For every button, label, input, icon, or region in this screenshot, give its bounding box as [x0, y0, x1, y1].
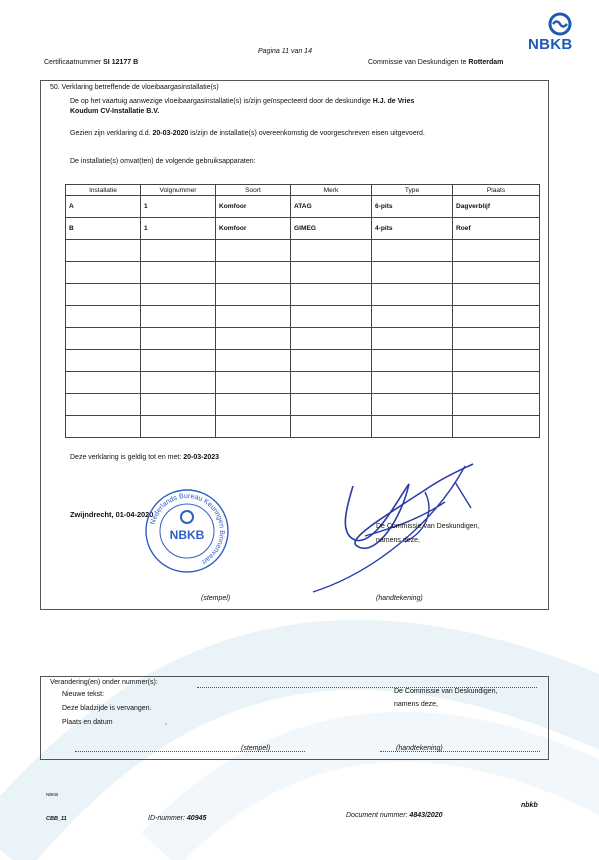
changes-on-behalf-label: namens deze, [394, 701, 438, 708]
table-cell [141, 306, 216, 328]
table-cell [66, 328, 141, 350]
stempel-label: (stempel) [201, 595, 231, 602]
page-number: Pagina 11 van 14 [258, 48, 312, 55]
table-cell [372, 328, 453, 350]
table-cell [216, 306, 291, 328]
table-cell [291, 284, 372, 306]
col-header: Type [372, 185, 453, 196]
table-row [66, 284, 540, 306]
table-cell [453, 328, 540, 350]
official-stamp [143, 487, 231, 575]
doc-label: Document nummer: [346, 812, 408, 819]
id-value: 40945 [186, 815, 207, 822]
validity-line [70, 454, 219, 461]
cert-number-line [44, 59, 138, 66]
table-cell [141, 262, 216, 284]
table-cell [372, 284, 453, 306]
table-row [66, 196, 540, 218]
table-cell [216, 350, 291, 372]
table-cell: 6-pits [372, 196, 453, 218]
logo-text: NBKB [528, 36, 573, 53]
table-row [66, 262, 540, 284]
table-cell [216, 394, 291, 416]
col-header: Plaats [453, 185, 540, 196]
cert-label: Certificaatnummer [44, 59, 102, 66]
includes-line: De installatie(s) omvat(ten) de volgende gebruiksapparaten: [70, 158, 256, 165]
table-cell [216, 240, 291, 262]
table-cell [291, 372, 372, 394]
stamp-logo-text: NBKB [169, 528, 205, 542]
table-cell [66, 240, 141, 262]
table-cell [141, 284, 216, 306]
table-cell [216, 372, 291, 394]
changes-committee-label: De Commissie van Deskundigen, [394, 688, 498, 695]
table-cell [141, 328, 216, 350]
table-cell [291, 240, 372, 262]
table-cell [66, 372, 141, 394]
table-cell [66, 350, 141, 372]
footer-small-logo: NBKB [46, 792, 59, 797]
table-cell: GIMEG [291, 218, 372, 240]
document-number [346, 812, 443, 819]
doc-value: 4843/2020 [409, 812, 443, 819]
table-row [66, 306, 540, 328]
table-cell: 4-pits [372, 218, 453, 240]
table-cell [216, 262, 291, 284]
stempel-dotted-line [75, 751, 305, 752]
form-code: CBB_11 [46, 816, 67, 822]
table-cell: ATAG [291, 196, 372, 218]
validity-prefix: Deze verklaring is geldig tot en met: [70, 454, 182, 461]
commission-city: Rotterdam [468, 59, 504, 66]
table-cell [66, 262, 141, 284]
table-cell: Roef [453, 218, 540, 240]
appliances-table [65, 184, 540, 438]
table-row [66, 328, 540, 350]
table-cell [66, 284, 141, 306]
table-cell [372, 306, 453, 328]
replaced-label: Deze bladzijde is vervangen. [62, 705, 152, 712]
table-cell: B [66, 218, 141, 240]
table-cell [141, 240, 216, 262]
table-cell: Komfoor [216, 196, 291, 218]
table-cell [453, 262, 540, 284]
table-cell [141, 416, 216, 438]
handtekening-label: (handtekening) [376, 595, 423, 602]
table-cell [291, 416, 372, 438]
table-cell [453, 306, 540, 328]
place-date-label: Plaats en datum [62, 719, 113, 726]
table-row [66, 394, 540, 416]
table-cell [141, 394, 216, 416]
commission-line [368, 59, 503, 66]
col-header: Volgnummer [141, 185, 216, 196]
table-cell [291, 350, 372, 372]
table-cell [216, 328, 291, 350]
table-cell [216, 284, 291, 306]
table-cell [453, 416, 540, 438]
table-cell [453, 372, 540, 394]
table-cell [291, 328, 372, 350]
table-cell [453, 284, 540, 306]
table-cell [372, 262, 453, 284]
table-cell [372, 394, 453, 416]
table-cell [216, 416, 291, 438]
table-cell [453, 394, 540, 416]
table-cell [66, 394, 141, 416]
table-cell [291, 262, 372, 284]
id-label: ID-nummer: [148, 815, 185, 822]
table-cell [453, 240, 540, 262]
table-cell [453, 350, 540, 372]
table-row [66, 372, 540, 394]
col-header: Installatie [66, 185, 141, 196]
given-prefix: Gezien zijn verklaring d.d. [70, 130, 151, 137]
table-cell [372, 416, 453, 438]
table-cell: Komfoor [216, 218, 291, 240]
new-text-label: Nieuwe tekst: [62, 691, 105, 698]
table-cell: A [66, 196, 141, 218]
validity-date: 20-03-2023 [183, 454, 220, 461]
table-row [66, 218, 540, 240]
place-date: Zwijndrecht, 01-04-2020 [70, 510, 154, 519]
col-header: Soort [216, 185, 291, 196]
commission-prefix: Commissie van Deskundigen te [368, 59, 467, 66]
given-suffix: is/zijn de installatie(s) overeenkomstig de voorgeschreven eisen uitgevoerd. [190, 130, 425, 137]
changes-handtekening-label: (handtekening) [396, 745, 443, 752]
table-cell: Dagverblijf [453, 196, 540, 218]
footer-brand: nbkb [521, 802, 538, 809]
table-cell [372, 350, 453, 372]
table-cell [372, 240, 453, 262]
stamp-ring-text: Nederlands Bureau Keuringen Binnenvaart [149, 492, 226, 566]
table-cell [291, 306, 372, 328]
table-body [66, 196, 540, 438]
table-cell [66, 306, 141, 328]
section-title: 50. Verklaring betreffende de vloeibaargasinstallatie(s) [50, 84, 219, 91]
table-cell [66, 416, 141, 438]
table-row [66, 416, 540, 438]
changes-title: Verandering(en) onder nummer(s): [50, 679, 158, 686]
table-header-row [66, 185, 540, 196]
given-date: 20-03-2020 [152, 130, 189, 137]
table-cell [291, 394, 372, 416]
table-cell: 1 [141, 218, 216, 240]
col-header: Merk [291, 185, 372, 196]
id-number [148, 815, 206, 822]
table-row [66, 350, 540, 372]
table-cell: 1 [141, 196, 216, 218]
table-cell [141, 350, 216, 372]
inspection-line [70, 98, 414, 105]
inspection-text: De op het vaartuig aanwezige vloeibaargasinstallatie(s) is/zijn geïnspecteerd door de deskundige [70, 98, 371, 105]
on-behalf-label: namens deze, [376, 537, 420, 544]
signature [305, 462, 505, 598]
changes-stempel-label: (stempel) [241, 745, 271, 752]
company-name: Koudum CV-Installatie B.V. [70, 108, 160, 115]
place-date-comma: , [165, 719, 167, 726]
table-cell [372, 372, 453, 394]
committee-label: De Commissie van Deskundigen, [376, 523, 480, 530]
inspector-name: H.J. de Vries [372, 98, 415, 105]
cert-number: SI 12177 B [103, 59, 139, 66]
table-row [66, 240, 540, 262]
table-cell [141, 372, 216, 394]
given-line [70, 130, 425, 137]
